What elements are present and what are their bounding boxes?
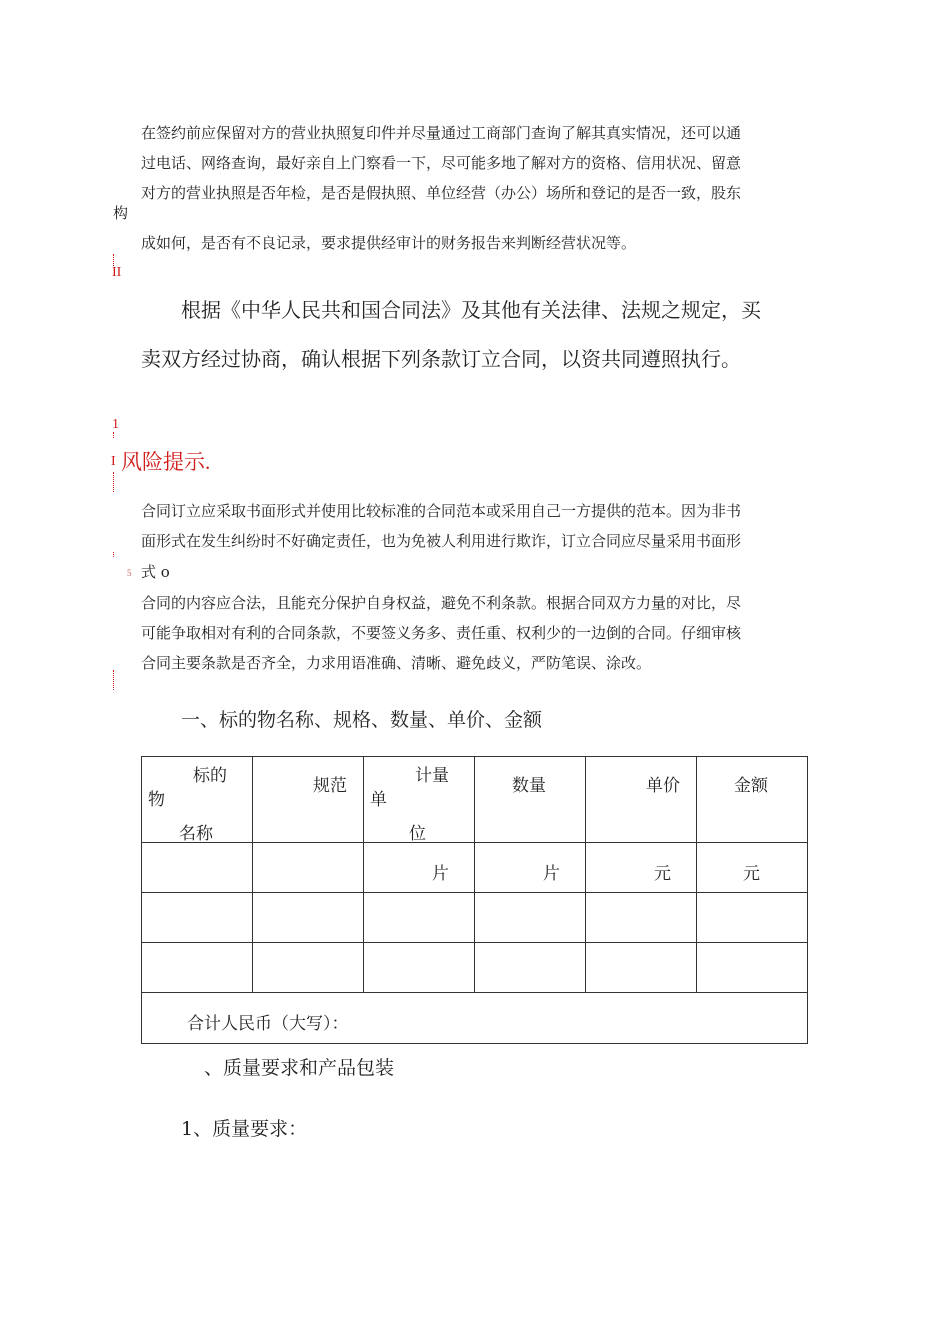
risk-heading: 风险提示.	[121, 450, 211, 474]
header-name-b: 物	[148, 790, 165, 810]
risk-p1-line-3: 式 o	[141, 563, 170, 581]
risk-p1-line-1: 合同订立应采取书面形式并使用比较标准的合同范本或采用自己一方提供的范本。因为非书	[141, 502, 742, 520]
margin-mark-ii: II	[112, 265, 122, 280]
header-unit-a: 计量	[415, 766, 449, 786]
table-cell	[586, 943, 697, 993]
header-spec-cell	[253, 757, 364, 843]
table-cell	[364, 943, 475, 993]
table-row	[142, 893, 808, 943]
table-cell	[142, 943, 253, 993]
table-cell	[697, 943, 808, 993]
table-cell	[475, 843, 586, 893]
unit-label: 片	[432, 864, 449, 884]
header-spec: 规范	[313, 776, 347, 796]
header-name-c: 名称	[179, 824, 213, 844]
preamble-line-2: 卖双方经过协商，确认根据下列条款订立合同，以资共同遵照执行。	[141, 347, 741, 371]
header-unit-cell	[364, 757, 475, 843]
header-price-cell	[586, 757, 697, 843]
section-2-sub-1: 1、质量要求：	[181, 1118, 308, 1140]
risk-p2-line-3: 合同主要条款是否齐全，力求用语准确、清晰、避免歧义，严防笔误、涂改。	[141, 654, 652, 672]
header-amount: 金额	[734, 776, 768, 796]
table-cell	[253, 843, 364, 893]
price-currency-label: 元	[654, 864, 671, 884]
section-2-title: 、质量要求和产品包装	[204, 1057, 395, 1079]
margin-dotted-mark	[113, 552, 116, 557]
table-total-row	[142, 993, 808, 1044]
qty-unit-label: 片	[543, 864, 560, 884]
table-cell	[475, 893, 586, 943]
header-unit-c: 位	[409, 824, 426, 844]
total-cell	[142, 993, 808, 1044]
margin-mark-5: 5	[127, 568, 132, 578]
header-name-a: 标的	[193, 766, 227, 786]
table-cell	[697, 843, 808, 893]
intro-line-1: 在签约前应保留对方的营业执照复印件并尽量通过工商部门查询了解其真实情况，还可以通	[141, 124, 742, 142]
margin-mark-1: 1	[112, 417, 119, 432]
intro-line-3: 对方的营业执照是否年检，是否是假执照、单位经营（办公）场所和登记的是否一致，股东	[141, 184, 742, 202]
margin-dotted-mark	[113, 670, 116, 690]
table-cell	[475, 943, 586, 993]
risk-p2-line-2: 可能争取相对有利的合同条款，不要签义务多、责任重、权利少的一边倒的合同。仔细审核	[141, 624, 742, 642]
table-cell	[253, 893, 364, 943]
table-cell	[364, 843, 475, 893]
header-qty-cell	[475, 757, 586, 843]
risk-p1-line-2: 面形式在发生纠纷时不好确定责任，也为免被人利用进行欺诈，订立合同应尽量采用书面形	[141, 532, 742, 550]
table-cell	[142, 843, 253, 893]
amount-currency-label: 元	[743, 864, 760, 884]
table-cell	[586, 843, 697, 893]
intro-line-3-margin: 构	[113, 204, 129, 222]
header-amount-cell	[697, 757, 808, 843]
goods-table	[141, 756, 808, 1044]
table-header-row	[142, 757, 808, 843]
intro-line-2: 过电话、网络查询，最好亲自上门察看一下，尽可能多地了解对方的资格、信用状况、留意	[141, 154, 742, 172]
table-cell	[142, 893, 253, 943]
margin-dotted-mark	[113, 472, 116, 492]
header-unit-b: 单	[370, 790, 387, 810]
header-name-cell	[142, 757, 253, 843]
margin-dotted-mark	[113, 432, 116, 438]
header-qty: 数量	[512, 776, 546, 796]
table-cell	[253, 943, 364, 993]
table-cell	[364, 893, 475, 943]
margin-mark-i: I	[111, 454, 116, 469]
section-1-title: 一、标的物名称、规格、数量、单价、金额	[181, 709, 543, 731]
table-row	[142, 943, 808, 993]
intro-line-4: 成如何，是否有不良记录，要求提供经审计的财务报告来判断经营状况等。	[141, 234, 637, 252]
total-label: 合计人民币（大写）：	[187, 1014, 349, 1034]
table-cell	[697, 893, 808, 943]
header-price: 单价	[646, 776, 680, 796]
risk-p2-line-1: 合同的内容应合法，且能充分保护自身权益，避免不利条款。根据合同双方力量的对比，尽	[141, 594, 742, 612]
table-cell	[586, 893, 697, 943]
table-row	[142, 843, 808, 893]
preamble-line-1: 根据《中华人民共和国合同法》及其他有关法律、法规之规定，买	[181, 298, 761, 322]
